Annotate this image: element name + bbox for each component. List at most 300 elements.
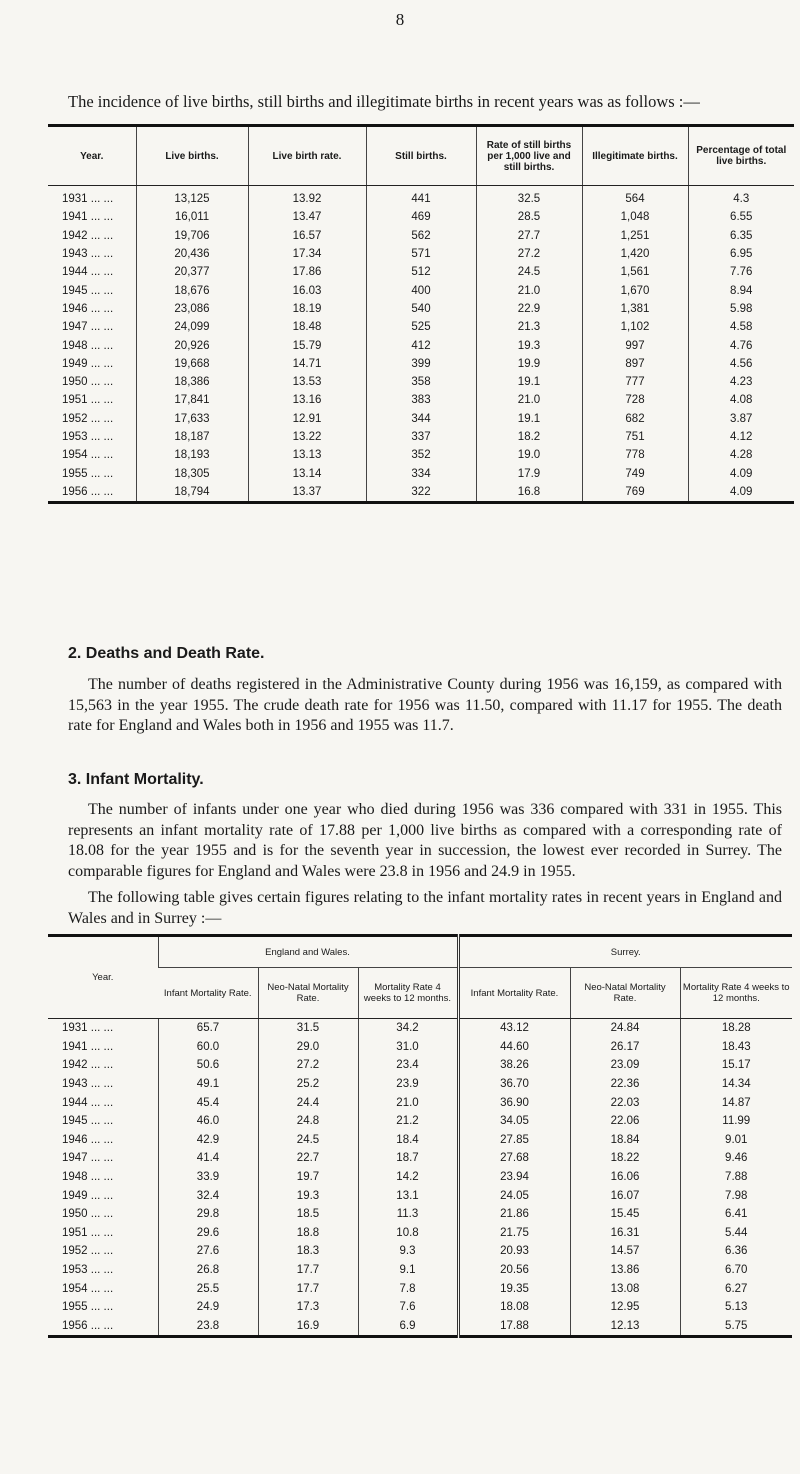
value-cell: 525: [366, 318, 476, 336]
value-cell: 16.57: [248, 227, 366, 245]
year-cell: 1948 ... ...: [62, 339, 114, 352]
value-cell: 32.4: [158, 1186, 258, 1205]
value-cell: 18.2: [476, 428, 582, 446]
page-number: 8: [395, 10, 405, 29]
value-cell: 20.56: [458, 1261, 570, 1280]
value-cell: 26.17: [570, 1038, 680, 1057]
value-cell: 22.03: [570, 1093, 680, 1112]
year-cell: 1941 ... ...: [62, 211, 114, 224]
value-cell: 32.5: [476, 186, 582, 209]
value-cell: 18.08: [458, 1298, 570, 1317]
value-cell: 15.17: [680, 1056, 792, 1075]
births-col-header: Illegitimate births.: [582, 126, 688, 186]
value-cell: 352: [366, 446, 476, 464]
year-cell: 1943 ... ...: [62, 1078, 114, 1091]
value-cell: 12.91: [248, 410, 366, 428]
value-cell: 21.2: [358, 1112, 458, 1131]
value-cell: 18,794: [136, 483, 248, 503]
value-cell: 19.35: [458, 1279, 570, 1298]
value-cell: 31.5: [258, 1019, 358, 1038]
table-row: [48, 373, 794, 391]
value-cell: 3.87: [688, 410, 794, 428]
value-cell: 728: [582, 391, 688, 409]
value-cell: 997: [582, 336, 688, 354]
table-row: [48, 391, 794, 409]
year-cell: 1950 ... ...: [62, 376, 114, 389]
year-cell: 1950 ... ...: [62, 1208, 114, 1221]
value-cell: 13.92: [248, 186, 366, 209]
births-table-body: [48, 186, 794, 503]
value-cell: 13.16: [248, 391, 366, 409]
value-cell: 49.1: [158, 1075, 258, 1094]
value-cell: 564: [582, 186, 688, 209]
value-cell: 16.9: [258, 1317, 358, 1337]
value-cell: 15.79: [248, 336, 366, 354]
value-cell: 6.41: [680, 1205, 792, 1224]
value-cell: 13.47: [248, 208, 366, 226]
value-cell: 13.1: [358, 1186, 458, 1205]
value-cell: 38.26: [458, 1056, 570, 1075]
value-cell: 337: [366, 428, 476, 446]
value-cell: 14.2: [358, 1168, 458, 1187]
value-cell: 19.9: [476, 355, 582, 373]
value-cell: 9.3: [358, 1242, 458, 1261]
value-cell: 11.99: [680, 1112, 792, 1131]
value-cell: 5.75: [680, 1317, 792, 1337]
year-cell: 1944 ... ...: [62, 1096, 114, 1109]
table-row: [48, 318, 794, 336]
value-cell: 18,193: [136, 446, 248, 464]
value-cell: 14.87: [680, 1093, 792, 1112]
year-cell: 1942 ... ...: [62, 229, 114, 242]
value-cell: 5.13: [680, 1298, 792, 1317]
infant-table-body: [48, 1019, 792, 1337]
value-cell: 23.8: [158, 1317, 258, 1337]
value-cell: 23.4: [358, 1056, 458, 1075]
value-cell: 18.43: [680, 1038, 792, 1057]
value-cell: 44.60: [458, 1038, 570, 1057]
value-cell: 13.22: [248, 428, 366, 446]
value-cell: 469: [366, 208, 476, 226]
infant-mortality-heading: 3. Infant Mortality.: [68, 771, 204, 788]
surrey-header: Surrey.: [458, 936, 792, 968]
value-cell: 13.14: [248, 464, 366, 482]
value-cell: 749: [582, 464, 688, 482]
value-cell: 6.27: [680, 1279, 792, 1298]
value-cell: 22.9: [476, 300, 582, 318]
infant-subheader-row: [48, 968, 792, 1019]
value-cell: 12.95: [570, 1298, 680, 1317]
value-cell: 27.6: [158, 1242, 258, 1261]
table-row: [48, 1019, 792, 1038]
value-cell: 17,633: [136, 410, 248, 428]
value-cell: 17.9: [476, 464, 582, 482]
year-cell: 1955 ... ...: [62, 467, 114, 480]
infant-col-header: Mortality Rate 4 weeks to 12 months.: [358, 968, 458, 1019]
births-intro: The incidence of live births, still births and illegitimate births in recent years was as follows :—: [68, 92, 700, 111]
value-cell: 17.7: [258, 1261, 358, 1280]
table-row: [48, 1317, 792, 1337]
value-cell: 4.58: [688, 318, 794, 336]
value-cell: 19.1: [476, 373, 582, 391]
value-cell: 33.9: [158, 1168, 258, 1187]
value-cell: 6.35: [688, 227, 794, 245]
value-cell: 14.34: [680, 1075, 792, 1094]
value-cell: 36.70: [458, 1075, 570, 1094]
value-cell: 10.8: [358, 1224, 458, 1243]
value-cell: 15.45: [570, 1205, 680, 1224]
year-cell: 1951 ... ...: [62, 394, 114, 407]
value-cell: 46.0: [158, 1112, 258, 1131]
value-cell: 17.7: [258, 1279, 358, 1298]
value-cell: 7.6: [358, 1298, 458, 1317]
table-row: [48, 1205, 792, 1224]
value-cell: 17.34: [248, 245, 366, 263]
year-cell: 1953 ... ...: [62, 1264, 114, 1277]
value-cell: 512: [366, 263, 476, 281]
value-cell: 27.2: [476, 245, 582, 263]
value-cell: 19,706: [136, 227, 248, 245]
value-cell: 18,676: [136, 281, 248, 299]
value-cell: 18.84: [570, 1131, 680, 1150]
value-cell: 16.8: [476, 483, 582, 503]
table-row: [48, 208, 794, 226]
value-cell: 27.2: [258, 1056, 358, 1075]
value-cell: 1,048: [582, 208, 688, 226]
value-cell: 18.8: [258, 1224, 358, 1243]
table-row: [48, 1186, 792, 1205]
value-cell: 17.3: [258, 1298, 358, 1317]
births-col-header: Live births.: [136, 126, 248, 186]
value-cell: 17.88: [458, 1317, 570, 1337]
value-cell: 1,670: [582, 281, 688, 299]
deaths-heading: 2. Deaths and Death Rate.: [68, 645, 265, 662]
value-cell: 20,926: [136, 336, 248, 354]
value-cell: 6.9: [358, 1317, 458, 1337]
table-row: [48, 428, 794, 446]
value-cell: 24.4: [258, 1093, 358, 1112]
value-cell: 14.57: [570, 1242, 680, 1261]
value-cell: 19,668: [136, 355, 248, 373]
value-cell: 1,561: [582, 263, 688, 281]
value-cell: 13.13: [248, 446, 366, 464]
year-cell: 1952 ... ...: [62, 412, 114, 425]
value-cell: 18.19: [248, 300, 366, 318]
value-cell: 19.3: [258, 1186, 358, 1205]
table-row: [48, 186, 794, 209]
value-cell: 21.0: [476, 281, 582, 299]
value-cell: 22.06: [570, 1112, 680, 1131]
year-cell: 1941 ... ...: [62, 1040, 114, 1053]
value-cell: 9.46: [680, 1149, 792, 1168]
value-cell: 13.08: [570, 1279, 680, 1298]
table-row: [48, 446, 794, 464]
value-cell: 682: [582, 410, 688, 428]
table-row: [48, 227, 794, 245]
value-cell: 23.9: [358, 1075, 458, 1094]
table-row: [48, 1298, 792, 1317]
value-cell: 31.0: [358, 1038, 458, 1057]
value-cell: 19.3: [476, 336, 582, 354]
value-cell: 18.28: [680, 1019, 792, 1038]
year-cell: 1953 ... ...: [62, 431, 114, 443]
infant-mortality-paragraph: The number of infants under one year who died during 1956 was 336 compared with 331 in 1955. This represents an infant mortality rate of 17.88 per 1,000 live births as compared with a corresponding rate of 18.08 for the year 1955 and is for the seventh year in succession, the lowest ever recorded in Surrey. The comparable figures for England and Wales were 23.8 in 1956 and 24.9 in 1955.: [68, 801, 782, 880]
table-row: [48, 300, 794, 318]
value-cell: 22.36: [570, 1075, 680, 1094]
value-cell: 7.88: [680, 1168, 792, 1187]
value-cell: 8.94: [688, 281, 794, 299]
year-cell: 1945 ... ...: [62, 1115, 114, 1128]
table-row: [48, 1056, 792, 1075]
value-cell: 412: [366, 336, 476, 354]
births-col-header: Rate of still births per 1,000 live and still births.: [476, 126, 582, 186]
value-cell: 24.05: [458, 1186, 570, 1205]
value-cell: 24.84: [570, 1019, 680, 1038]
infant-year-header: Year.: [48, 936, 158, 1019]
value-cell: 4.09: [688, 464, 794, 482]
value-cell: 41.4: [158, 1149, 258, 1168]
value-cell: 20,377: [136, 263, 248, 281]
value-cell: 26.8: [158, 1261, 258, 1280]
table-row: [48, 355, 794, 373]
value-cell: 18.5: [258, 1205, 358, 1224]
value-cell: 21.86: [458, 1205, 570, 1224]
value-cell: 344: [366, 410, 476, 428]
table-row: [48, 1112, 792, 1131]
infant-col-header: Neo-Natal Mortality Rate.: [570, 968, 680, 1019]
year-cell: 1945 ... ...: [62, 284, 114, 297]
value-cell: 441: [366, 186, 476, 209]
value-cell: 6.55: [688, 208, 794, 226]
table-row: [48, 1168, 792, 1187]
value-cell: 1,251: [582, 227, 688, 245]
value-cell: 36.90: [458, 1093, 570, 1112]
value-cell: 27.7: [476, 227, 582, 245]
table-row: [48, 464, 794, 482]
value-cell: 29.6: [158, 1224, 258, 1243]
table-row: [48, 1279, 792, 1298]
value-cell: 16,011: [136, 208, 248, 226]
value-cell: 751: [582, 428, 688, 446]
value-cell: 9.1: [358, 1261, 458, 1280]
value-cell: 9.01: [680, 1131, 792, 1150]
value-cell: 6.36: [680, 1242, 792, 1261]
value-cell: 778: [582, 446, 688, 464]
births-col-header: Percentage of total live births.: [688, 126, 794, 186]
value-cell: 1,420: [582, 245, 688, 263]
value-cell: 13,125: [136, 186, 248, 209]
value-cell: 6.70: [680, 1261, 792, 1280]
value-cell: 16.06: [570, 1168, 680, 1187]
table-row: [48, 1093, 792, 1112]
value-cell: 34.2: [358, 1019, 458, 1038]
year-cell: 1943 ... ...: [62, 248, 114, 261]
year-cell: 1955 ... ...: [62, 1301, 114, 1314]
infant-mortality-table: [48, 934, 792, 1338]
infant-col-header: Infant Mortality Rate.: [158, 968, 258, 1019]
year-cell: 1949 ... ...: [62, 357, 114, 370]
value-cell: 21.3: [476, 318, 582, 336]
value-cell: 13.53: [248, 373, 366, 391]
value-cell: 6.95: [688, 245, 794, 263]
value-cell: 4.56: [688, 355, 794, 373]
value-cell: 19.0: [476, 446, 582, 464]
value-cell: 27.68: [458, 1149, 570, 1168]
year-cell: 1946 ... ...: [62, 1133, 114, 1146]
value-cell: 27.85: [458, 1131, 570, 1150]
value-cell: 11.3: [358, 1205, 458, 1224]
year-cell: 1946 ... ...: [62, 302, 114, 315]
infant-col-header: Infant Mortality Rate.: [458, 968, 570, 1019]
year-cell: 1931 ... ...: [62, 1022, 114, 1035]
table-row: [48, 1131, 792, 1150]
value-cell: 571: [366, 245, 476, 263]
value-cell: 24.9: [158, 1298, 258, 1317]
value-cell: 16.07: [570, 1186, 680, 1205]
value-cell: 13.37: [248, 483, 366, 503]
value-cell: 60.0: [158, 1038, 258, 1057]
table-row: [48, 336, 794, 354]
value-cell: 358: [366, 373, 476, 391]
value-cell: 24,099: [136, 318, 248, 336]
value-cell: 29.0: [258, 1038, 358, 1057]
value-cell: 5.44: [680, 1224, 792, 1243]
value-cell: 16.03: [248, 281, 366, 299]
year-cell: 1954 ... ...: [62, 449, 114, 462]
year-cell: 1947 ... ...: [62, 321, 114, 334]
births-col-header: Live birth rate.: [248, 126, 366, 186]
value-cell: 50.6: [158, 1056, 258, 1075]
births-col-header: Still births.: [366, 126, 476, 186]
table-row: [48, 1075, 792, 1094]
value-cell: 24.5: [476, 263, 582, 281]
value-cell: 322: [366, 483, 476, 503]
value-cell: 769: [582, 483, 688, 503]
value-cell: 4.12: [688, 428, 794, 446]
value-cell: 17.86: [248, 263, 366, 281]
births-header-row: [48, 126, 794, 186]
deaths-paragraph: The number of deaths registered in the Administrative County during 1956 was 16,159, as compared with 15,563 in the year 1955. The crude death rate for 1956 was 11.50, compared with 11.17 for 1955. The death rate for England and Wales both in 1956 and 1955 was 11.7.: [68, 676, 782, 734]
value-cell: 43.12: [458, 1019, 570, 1038]
value-cell: 4.28: [688, 446, 794, 464]
value-cell: 23.94: [458, 1168, 570, 1187]
infant-col-header: Mortality Rate 4 weeks to 12 months.: [680, 968, 792, 1019]
value-cell: 400: [366, 281, 476, 299]
value-cell: 18,386: [136, 373, 248, 391]
value-cell: 18,305: [136, 464, 248, 482]
value-cell: 23.09: [570, 1056, 680, 1075]
value-cell: 4.3: [688, 186, 794, 209]
value-cell: 14.71: [248, 355, 366, 373]
table-row: [48, 1149, 792, 1168]
table-row: [48, 1224, 792, 1243]
value-cell: 4.76: [688, 336, 794, 354]
table-row: [48, 281, 794, 299]
value-cell: 65.7: [158, 1019, 258, 1038]
value-cell: 42.9: [158, 1131, 258, 1150]
year-cell: 1944 ... ...: [62, 266, 114, 279]
value-cell: 18.22: [570, 1149, 680, 1168]
value-cell: 1,102: [582, 318, 688, 336]
value-cell: 897: [582, 355, 688, 373]
table-row: [48, 410, 794, 428]
value-cell: 4.09: [688, 483, 794, 503]
value-cell: 7.98: [680, 1186, 792, 1205]
table-row: [48, 1261, 792, 1280]
value-cell: 5.98: [688, 300, 794, 318]
value-cell: 22.7: [258, 1149, 358, 1168]
infant-group-header-row: [48, 936, 792, 968]
value-cell: 19.1: [476, 410, 582, 428]
year-cell: 1951 ... ...: [62, 1226, 114, 1239]
year-cell: 1947 ... ...: [62, 1152, 114, 1165]
table-row: [48, 245, 794, 263]
value-cell: 16.31: [570, 1224, 680, 1243]
table-row: [48, 1038, 792, 1057]
year-cell: 1949 ... ...: [62, 1189, 114, 1202]
value-cell: 20.93: [458, 1242, 570, 1261]
value-cell: 21.0: [358, 1093, 458, 1112]
value-cell: 25.2: [258, 1075, 358, 1094]
year-cell: 1942 ... ...: [62, 1059, 114, 1072]
value-cell: 777: [582, 373, 688, 391]
infant-col-header: Neo-Natal Mortality Rate.: [258, 968, 358, 1019]
value-cell: 1,381: [582, 300, 688, 318]
value-cell: 24.5: [258, 1131, 358, 1150]
year-cell: 1954 ... ...: [62, 1282, 114, 1295]
value-cell: 28.5: [476, 208, 582, 226]
value-cell: 18.3: [258, 1242, 358, 1261]
value-cell: 20,436: [136, 245, 248, 263]
value-cell: 34.05: [458, 1112, 570, 1131]
year-cell: 1948 ... ...: [62, 1171, 114, 1184]
value-cell: 18.7: [358, 1149, 458, 1168]
value-cell: 12.13: [570, 1317, 680, 1337]
value-cell: 21.0: [476, 391, 582, 409]
england-wales-header: England and Wales.: [158, 936, 458, 968]
value-cell: 24.8: [258, 1112, 358, 1131]
value-cell: 18.4: [358, 1131, 458, 1150]
value-cell: 7.8: [358, 1279, 458, 1298]
year-cell: 1956 ... ...: [62, 485, 114, 498]
value-cell: 19.7: [258, 1168, 358, 1187]
value-cell: 7.76: [688, 263, 794, 281]
value-cell: 17,841: [136, 391, 248, 409]
value-cell: 13.86: [570, 1261, 680, 1280]
value-cell: 23,086: [136, 300, 248, 318]
births-table: [48, 124, 794, 504]
births-col-header: Year.: [48, 126, 136, 186]
year-cell: 1952 ... ...: [62, 1245, 114, 1258]
year-cell: 1956 ... ...: [62, 1319, 114, 1332]
value-cell: 4.23: [688, 373, 794, 391]
value-cell: 29.8: [158, 1205, 258, 1224]
table-row: [48, 483, 794, 503]
value-cell: 4.08: [688, 391, 794, 409]
value-cell: 334: [366, 464, 476, 482]
infant-table-intro: The following table gives certain figures relating to the infant mortality rates in recent years in England and Wales and in Surrey :—: [68, 889, 782, 927]
value-cell: 562: [366, 227, 476, 245]
table-row: [48, 263, 794, 281]
year-cell: 1931 ... ...: [62, 193, 114, 206]
value-cell: 399: [366, 355, 476, 373]
value-cell: 25.5: [158, 1279, 258, 1298]
value-cell: 21.75: [458, 1224, 570, 1243]
value-cell: 540: [366, 300, 476, 318]
value-cell: 383: [366, 391, 476, 409]
table-row: [48, 1242, 792, 1261]
value-cell: 45.4: [158, 1093, 258, 1112]
